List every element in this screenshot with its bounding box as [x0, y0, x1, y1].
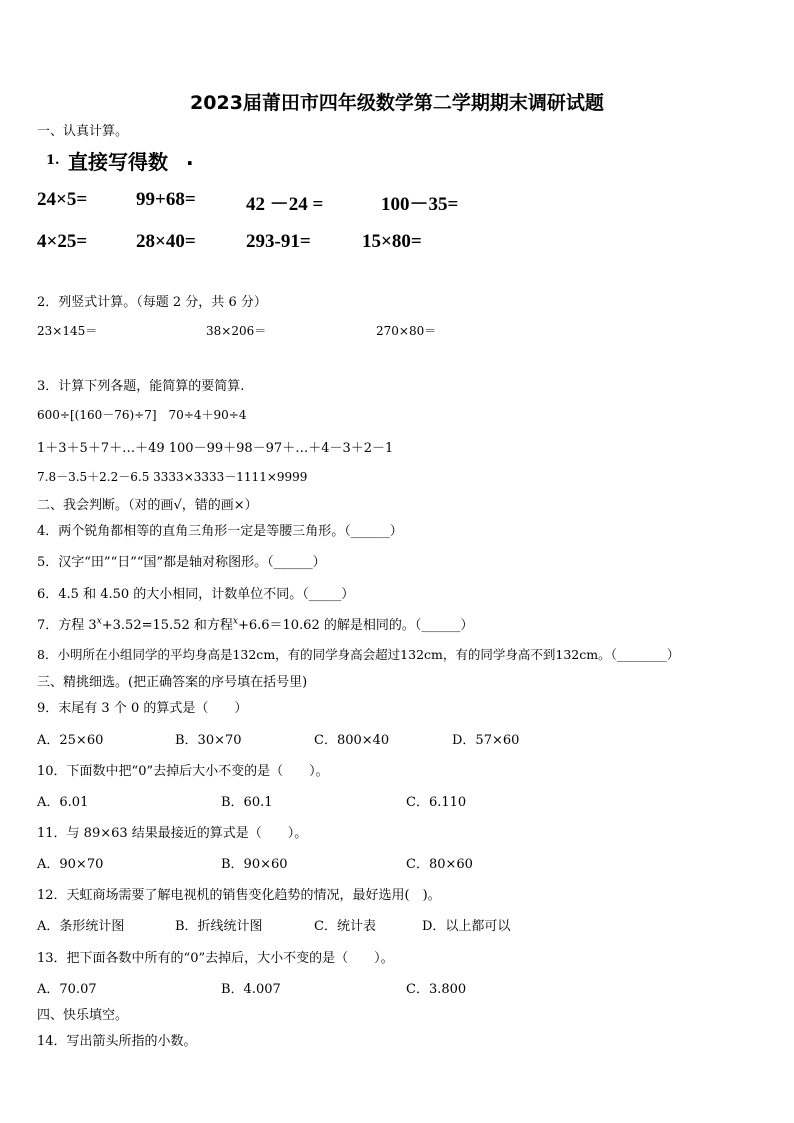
calc-line: 7.8－3.5＋2.2－6.5 3333×3333－1111×9999 — [37, 470, 308, 484]
section-heading-3: 三、精挑细选。(把正确答案的序号填在括号里) — [37, 675, 308, 690]
option-a: A．6.01 — [37, 795, 89, 810]
option-b: B．4.007 — [221, 982, 281, 997]
option-c: C．80×60 — [406, 857, 473, 872]
section-heading-2: 二、我会判断。（对的画√，错的画×） — [37, 498, 258, 513]
question-2: 2．列竖式计算。（每题 2 分，共 6 分） — [37, 295, 267, 310]
vertical-calc-item: 270×80＝ — [376, 324, 437, 338]
mental-math-item: 42 －24 = — [246, 194, 324, 215]
mental-math-item: 24×5= — [37, 189, 88, 210]
question-6: 6．4.5 和 4.50 的大小相同，计数单位不同。（_____） — [37, 587, 355, 602]
mental-math-item: 100－35= — [381, 194, 459, 215]
question-9: 9．末尾有 3 个 0 的算式是（ ） — [37, 701, 248, 716]
variable-x: x — [232, 616, 238, 627]
calc-line: 1＋3＋5＋7＋…＋49 100－99＋98－97＋…＋4－3＋2－1 — [37, 441, 394, 456]
question-11: 11．与 89×63 结果最接近的算式是（ ）。 — [37, 826, 308, 841]
vertical-calc-item: 23×145＝ — [37, 324, 98, 338]
mental-math-item: 4×25= — [37, 231, 88, 252]
question-13: 13．把下面各数中所有的“0”去掉后，大小不变的是（ ）。 — [37, 951, 394, 966]
mental-math-item: 99+68= — [136, 189, 196, 210]
question-12: 12．天虹商场需要了解电视机的销售变化趋势的情况，最好选用( )。 — [37, 888, 441, 903]
option-b: B．折线统计图 — [175, 919, 263, 934]
page-title: 2023届莆田市四年级数学第二学期期末调研试题 — [190, 92, 604, 114]
question-8: 8．小明所在小组同学的平均身高是132cm，有的同学身高会超过132cm，有的同学身高不到132cm。（________） — [37, 647, 680, 662]
section-heading-4: 四、快乐填空。 — [37, 1008, 129, 1023]
question-7-part: +6.6＝10.62 的解是相同的。（______） — [237, 618, 474, 633]
question-7 — [37, 614, 473, 633]
question-dot: . — [186, 146, 194, 170]
mental-math-item: 293-91= — [246, 231, 311, 252]
question-3: 3．计算下列各题，能简算的要简算. — [37, 379, 245, 394]
option-b: B．30×70 — [175, 733, 242, 748]
question-7-part: 7．方程 3 — [37, 618, 97, 633]
option-a: A．90×70 — [37, 857, 104, 872]
option-a: A．25×60 — [37, 733, 104, 748]
question-5: 5．汉字“田”“日”“国”都是轴对称图形。（______） — [37, 555, 326, 570]
question-number: 1. — [46, 153, 60, 168]
calc-line: 600÷[(160－76)÷7] 70÷4＋90÷4 — [37, 408, 247, 422]
question-4: 4．两个锐角都相等的直角三角形一定是等腰三角形。（______） — [37, 524, 403, 539]
section-heading-1: 一、认真计算。 — [37, 124, 129, 139]
option-a: A．条形统计图 — [37, 919, 125, 934]
option-c: C．统计表 — [314, 919, 376, 934]
option-c: C．3.800 — [406, 982, 467, 997]
question-7-part: +3.52=15.52 和方程 — [101, 618, 233, 633]
question-label: 直接写得数 — [68, 150, 168, 174]
option-a: A．70.07 — [37, 982, 97, 997]
vertical-calc-item: 38×206＝ — [206, 324, 267, 338]
question-10: 10．下面数中把“0”去掉后大小不变的是（ ）。 — [37, 764, 329, 779]
option-b: B．90×60 — [221, 857, 288, 872]
option-c: C．800×40 — [314, 733, 390, 748]
option-d: D．57×60 — [452, 733, 520, 748]
mental-math-item: 28×40= — [136, 231, 196, 252]
option-d: D．以上都可以 — [422, 919, 511, 934]
option-c: C．6.110 — [406, 795, 467, 810]
variable-x: x — [96, 616, 102, 627]
question-14: 14．写出箭头所指的小数。 — [37, 1034, 197, 1049]
mental-math-item: 15×80= — [362, 231, 422, 252]
option-b: B．60.1 — [221, 795, 273, 810]
